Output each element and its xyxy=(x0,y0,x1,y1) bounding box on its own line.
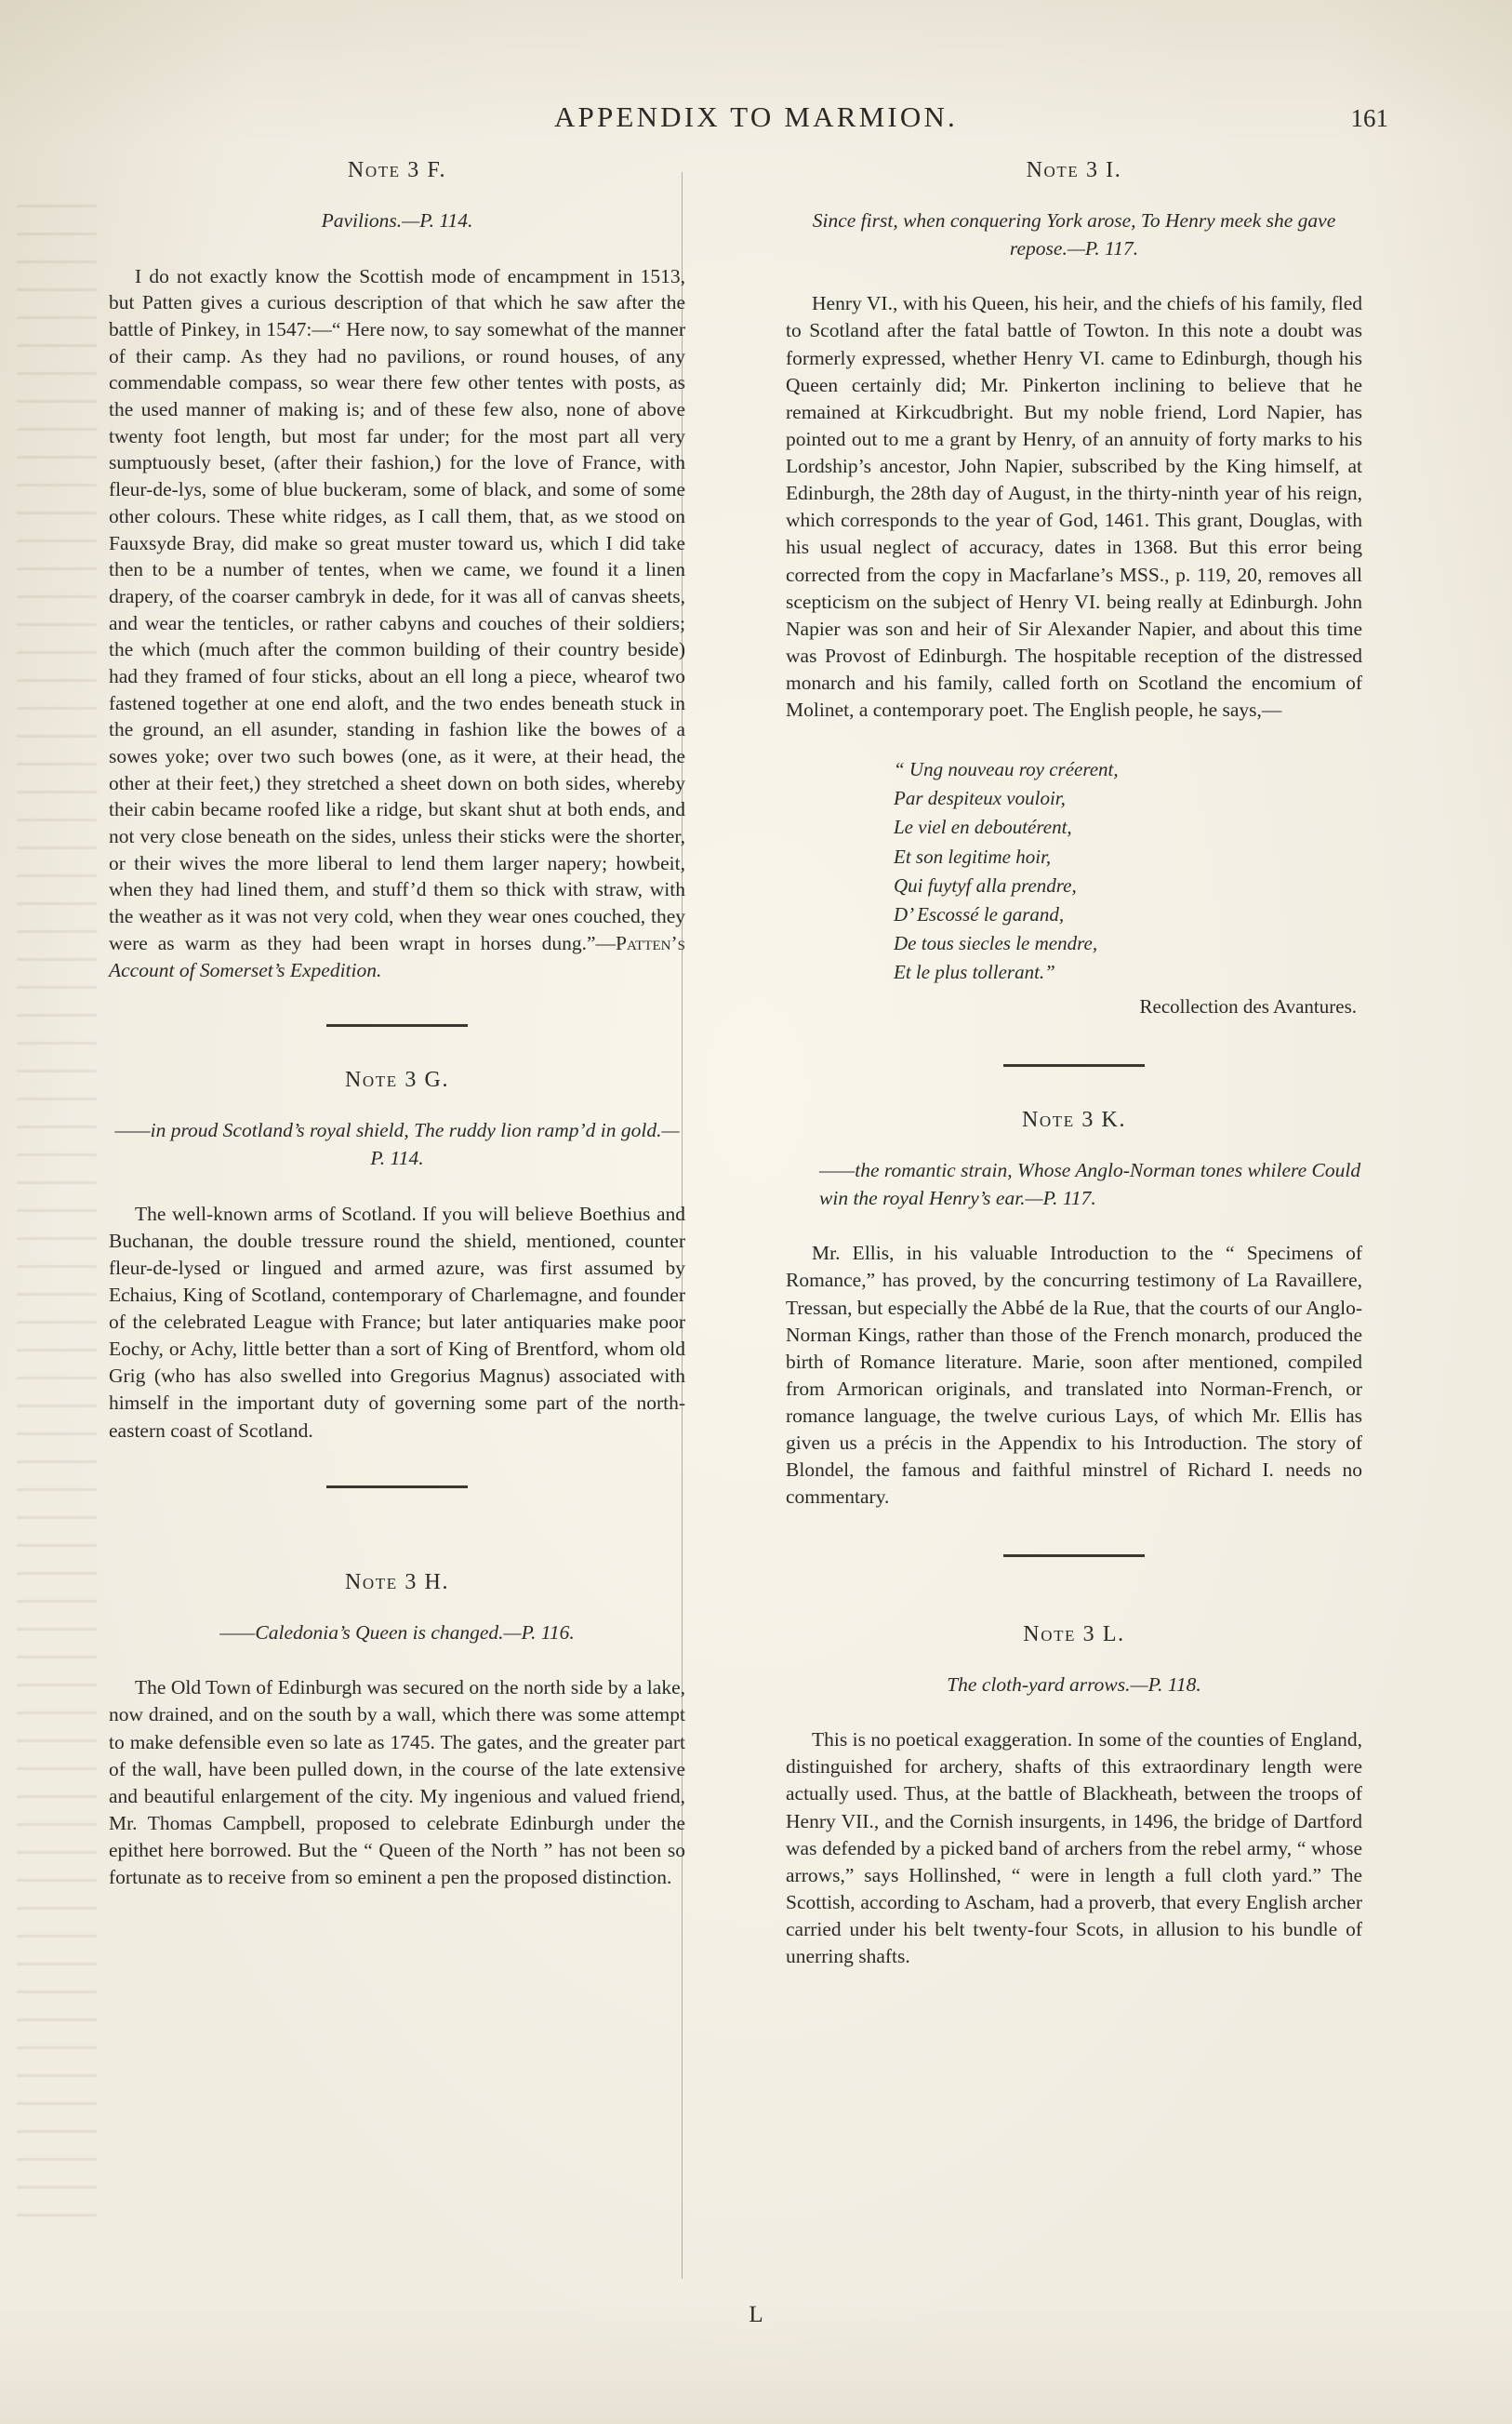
verse-line: De tous siecles le mendre, xyxy=(894,931,1098,954)
note-3l xyxy=(786,1622,1362,1971)
verse-line: D’ Escossé le garand, xyxy=(894,902,1065,926)
note-3h-body: The Old Town of Edinburgh was secured on the north side by a lake, now drained, and on the south by a wall, which there was some attempt to make defensible even so late as 1745. The gates, and the greater part of the wall, have been pulled down, in the course of the late extensive and beautiful enlargement of the city. My ingenious and valued friend, Mr. Thomas Campbell, proposed to celebrate Edinburgh under the epithet here borrowed. But the “ Queen of the North ” has not been so fortunate as to receive from so eminent a pen the proposed distinction. xyxy=(109,1676,685,1889)
verse-line: Le viel en deboutérent, xyxy=(894,816,1072,839)
note-3f xyxy=(109,158,685,983)
note-3k-heading: Note 3 K. xyxy=(1021,1108,1127,1133)
section-divider xyxy=(326,1485,468,1488)
verse-line: Et son legitime hoir, xyxy=(894,845,1052,868)
page-title: APPENDIX TO MARMION. xyxy=(553,100,959,133)
note-3k-body: Mr. Ellis, in his valuable Introduction to the “ Specimens of Romance,” has proved, by the concurring testimony of La Ravaillere, Tressan, but especially the Abbé de la Rue, that the courts of our Anglo-Norman Kings, rather than those of the French monarch, produced the birth of Romance literature. Marie, soon after mentioned, compiled from Armorican originals, and translated into Norman-French, or romance language, the twelve curious Lays, of which Mr. Ellis has given us a précis in the Appendix to his Introduction. The story of Blondel, the famous and faithful minstrel of Richard I. needs no commentary. xyxy=(786,1242,1362,1509)
note-3f-body-text: I do not exactly know the Scottish mode of encampment in 1513, but Patten gives a curious description of that which he saw after the battle of Pinkey, in 1547:—“ Here now, to say somewhat of the manner of their camp. As they had no pavilions, or round houses, of any commendable compass, so wear there few other tentes with posts, as the used manner of making is; and of these few also, none of above twenty foot length, but most far under; for the most part all very sumptuously beset, (after their fashion,) for the love of France, with fleur-de-lys, some of blue buckeram, some of black, and some of some other colours. These white ridges, as I call them, that, as we stood on Fauxsyde Bray, did make so great muster toward us, which I did take then to be a number of tentes, when we came, we found it a linen drapery, of the coarser cambryk in dede, for it was all of canvas sheets, and wear the tenticles, or rather cabyns and couches of their soldiers; the which (much after the common building of their country beside) had they framed of four sticks, about an ell long a piece, whearof two fastened together at one end aloft, and the two endes beneath stuck in the ground, an ell asunder, standing in fashion like the bowes of a sowes yoke; over two such bowes (one, as it were, at their head, the other at their feet,) they stretched a sheet down on both sides, whereby their cabin became roofed like a ridge, but skant shut at both ends, and not very close beneath on the sides, unless their sticks were the shorter, or their wives the more liberal to lend them larger napery; howbeit, when they had lined them, and stuff’d them so thick with straw, with the weather as it was not very cold, when they wear ones couched, they were as warm as they had been wrapt in horses dung.”— xyxy=(109,264,685,954)
note-3g xyxy=(109,1068,685,1444)
note-3g-body: The well-known arms of Scotland. If you will believe Boethius and Buchanan, the double tressure round the shield, mentioned, counter fleur-de-lysed or lingued and armed azure, was first assumed by Echaius, King of Scotland, contemporary of Charlemagne, and founder of the celebrated League with France; but later antiquaries make poor Eochy, or Achy, little better than a sort of King of Brentford, whom old Grig (who has also swelled into Gregorius Magnus) associated with himself in the important duty of governing some part of the north-eastern coast of Scotland. xyxy=(109,1202,685,1442)
note-3f-heading: Note 3 F. xyxy=(347,158,447,182)
note-3i-verse xyxy=(786,755,1362,1021)
note-3k-epigraph-line-2: Whose Anglo-Norman tones whilere xyxy=(1017,1159,1307,1182)
section-divider xyxy=(326,1024,468,1027)
note-3k-epigraph-line-3: Could win the royal Henry’s ear.—P. 117. xyxy=(819,1159,1361,1209)
verse-line: Qui fuytyf alla prendre, xyxy=(894,873,1077,897)
signature-mark: L xyxy=(749,2302,763,2327)
note-3g-heading: Note 3 G. xyxy=(344,1068,450,1093)
note-3h-heading: Note 3 H. xyxy=(344,1569,450,1594)
note-3h xyxy=(109,1570,685,1892)
verse-line: “ Ung nouveau roy créerent, xyxy=(894,758,1119,781)
note-3g-epigraph xyxy=(109,1117,685,1172)
note-3k-epigraph xyxy=(786,1157,1362,1212)
note-3l-heading: Note 3 L. xyxy=(1023,1621,1125,1646)
note-3h-epigraph: ——Caledonia’s Queen is changed.—P. 116. xyxy=(219,1620,575,1644)
note-3i-epigraph xyxy=(786,207,1362,262)
left-column xyxy=(109,158,685,1891)
note-3i-body: Henry VI., with his Queen, his heir, and the chiefs of his family, fled to Scotland after the fatal battle of Towton. In this note a doubt was formerly expressed, whether Henry VI. came to Edinburgh, though his Queen certainly did; Mr. Pinkerton inclining to believe that he remained at Kirkcudbright. But my noble friend, Lord Napier, has pointed out to me a grant by Henry, of an annuity of forty marks to his Lordship’s ancestor, John Napier, subscribed by the King himself, at Edinburgh, the 28th day of August, in the thirty-ninth year of his reign, which corresponds to the year of God, 1461. This grant, Douglas, with his usual neglect of accuracy, dates in 1368. But this error being corrected from the copy in Macfarlane’s MSS., p. 119, 20, removes all scepticism on the subject of Henry VI. being really at Edinburgh. John Napier was son and heir of Sir Alexander Napier, and about this time was Provost of Edinburgh. The hospitable reception of the distressed monarch and his family, called forth on Scotland the encomium of Molinet, a contemporary poet. The English people, he says,— xyxy=(786,292,1362,722)
note-3g-epigraph-line-2: The ruddy lion ramp’d in gold.—P. 114. xyxy=(370,1119,680,1169)
page-number: 161 xyxy=(1350,104,1388,132)
note-3i-epigraph-line-1: Since first, when conquering York arose, xyxy=(812,209,1136,232)
note-3i xyxy=(786,158,1362,1021)
note-3i-heading: Note 3 I. xyxy=(1026,158,1122,182)
verse-line: Par despiteux vouloir, xyxy=(894,787,1066,810)
verse-line: Et le plus tollerant.” xyxy=(894,960,1055,983)
note-3f-epigraph: Pavilions.—P. 114. xyxy=(321,209,473,232)
note-3k xyxy=(786,1108,1362,1512)
note-3k-epigraph-line-1: ——the romantic strain, xyxy=(819,1159,1013,1182)
note-3f-attribution: Patten’s xyxy=(616,931,685,954)
note-3g-epigraph-line-1: ——in proud Scotland’s royal shield, xyxy=(114,1119,409,1142)
right-column xyxy=(786,158,1362,1970)
note-3f-attribution-title: Account of Somerset’s Expedition. xyxy=(109,958,382,981)
note-3i-verse-attribution: Recollection des Avantures. xyxy=(1139,994,1357,1018)
section-divider xyxy=(1003,1554,1145,1557)
note-3l-epigraph: The cloth-yard arrows.—P. 118. xyxy=(947,1672,1201,1696)
note-3i-epigraph-line-2: To Henry meek she gave repose.—P. 117. xyxy=(1009,209,1336,260)
section-divider xyxy=(1003,1064,1145,1067)
note-3f-body xyxy=(109,263,685,984)
note-3l-body: This is no poetical exaggeration. In some of the counties of England, distinguished for archery, shafts of this extraordinary length were actually used. Thus, at the battle of Blackheath, between the troops of Henry VII., and the Cornish insurgents, in 1496, the bridge of Dartford was defended by a picked band of archers from the rebel army, “ whose arrows,” says Hollinshed, “ were in length a full cloth yard.” The Scottish, according to Ascham, had a proverb, that every English archer carried under his belt twenty-four Scots, in allusion to his bundle of unerring shafts. xyxy=(786,1728,1362,1968)
